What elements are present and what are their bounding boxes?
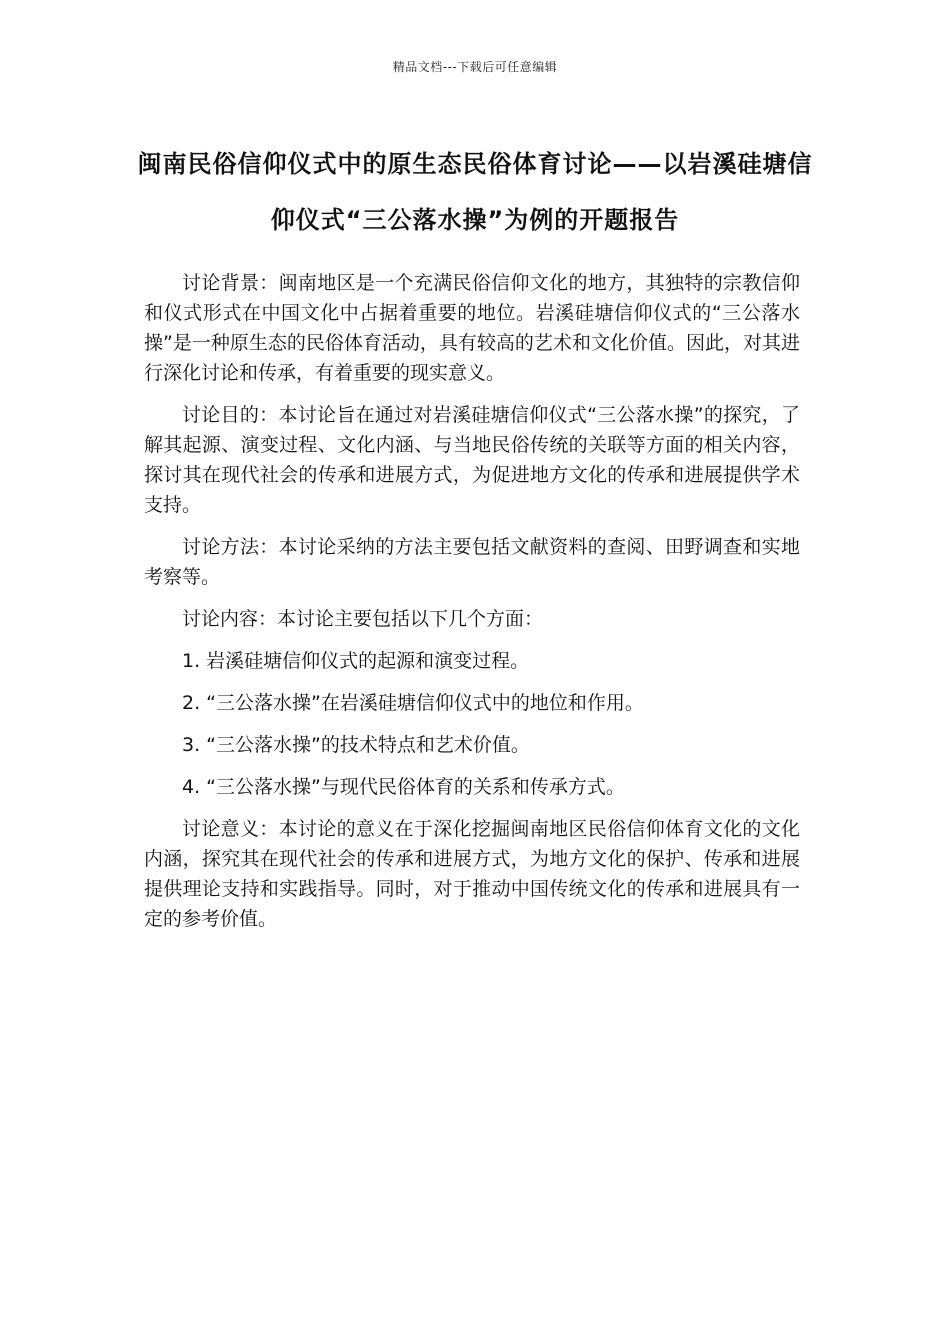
list-item: 3. “三公落水操”的技术特点和艺术价值。 xyxy=(182,734,530,756)
paragraph-content-intro: 讨论内容：本讨论主要包括以下几个方面： xyxy=(182,608,544,630)
list-item: 2. “三公落水操”在岩溪硅塘信仰仪式中的地位和作用。 xyxy=(182,692,644,714)
paragraph-background: 讨论背景：闽南地区是一个充满民俗信仰文化的地方，其独特的宗教信仰和仪式形式在中国文化中占据着重要的地位。岩溪硅塘信仰仪式的“三公落水操”是一种原生态的民俗体育活动，具有较高的艺术和文化价值。因此，对其进行深化讨论和传承，有着重要的现实意义。 xyxy=(144,272,800,384)
list-item: 1. 岩溪硅塘信仰仪式的起源和演变过程。 xyxy=(182,650,530,672)
list-item: 4. “三公落水操”与现代民俗体育的关系和传承方式。 xyxy=(182,776,625,798)
document-body xyxy=(144,268,800,946)
paragraph-method: 讨论方法：本讨论采纳的方法主要包括文献资料的查阅、田野调查和实地考察等。 xyxy=(144,536,800,588)
header-note: 精品文档---下载后可任意编辑 xyxy=(392,60,558,74)
paragraph-significance: 讨论意义：本讨论的意义在于深化挖掘闽南地区民俗信仰体育文化的文化内涵，探究其在现代社会的传承和进展方式，为地方文化的保护、传承和进展提供理论支持和实践指导。同时，对于推动中国传统文化的传承和进展具有一定的参考价值。 xyxy=(144,818,800,930)
document-title: 闽南民俗信仰仪式中的原生态民俗体育讨论——以岩溪硅塘信仰仪式“三公落水操”为例的开题报告 xyxy=(137,150,813,234)
paragraph-purpose: 讨论目的：本讨论旨在通过对岩溪硅塘信仰仪式“三公落水操”的探究，了解其起源、演变过程、文化内涵、与当地民俗传统的关联等方面的相关内容，探讨其在现代社会的传承和进展方式，为促进地方文化的传承和进展提供学术支持。 xyxy=(144,404,800,516)
